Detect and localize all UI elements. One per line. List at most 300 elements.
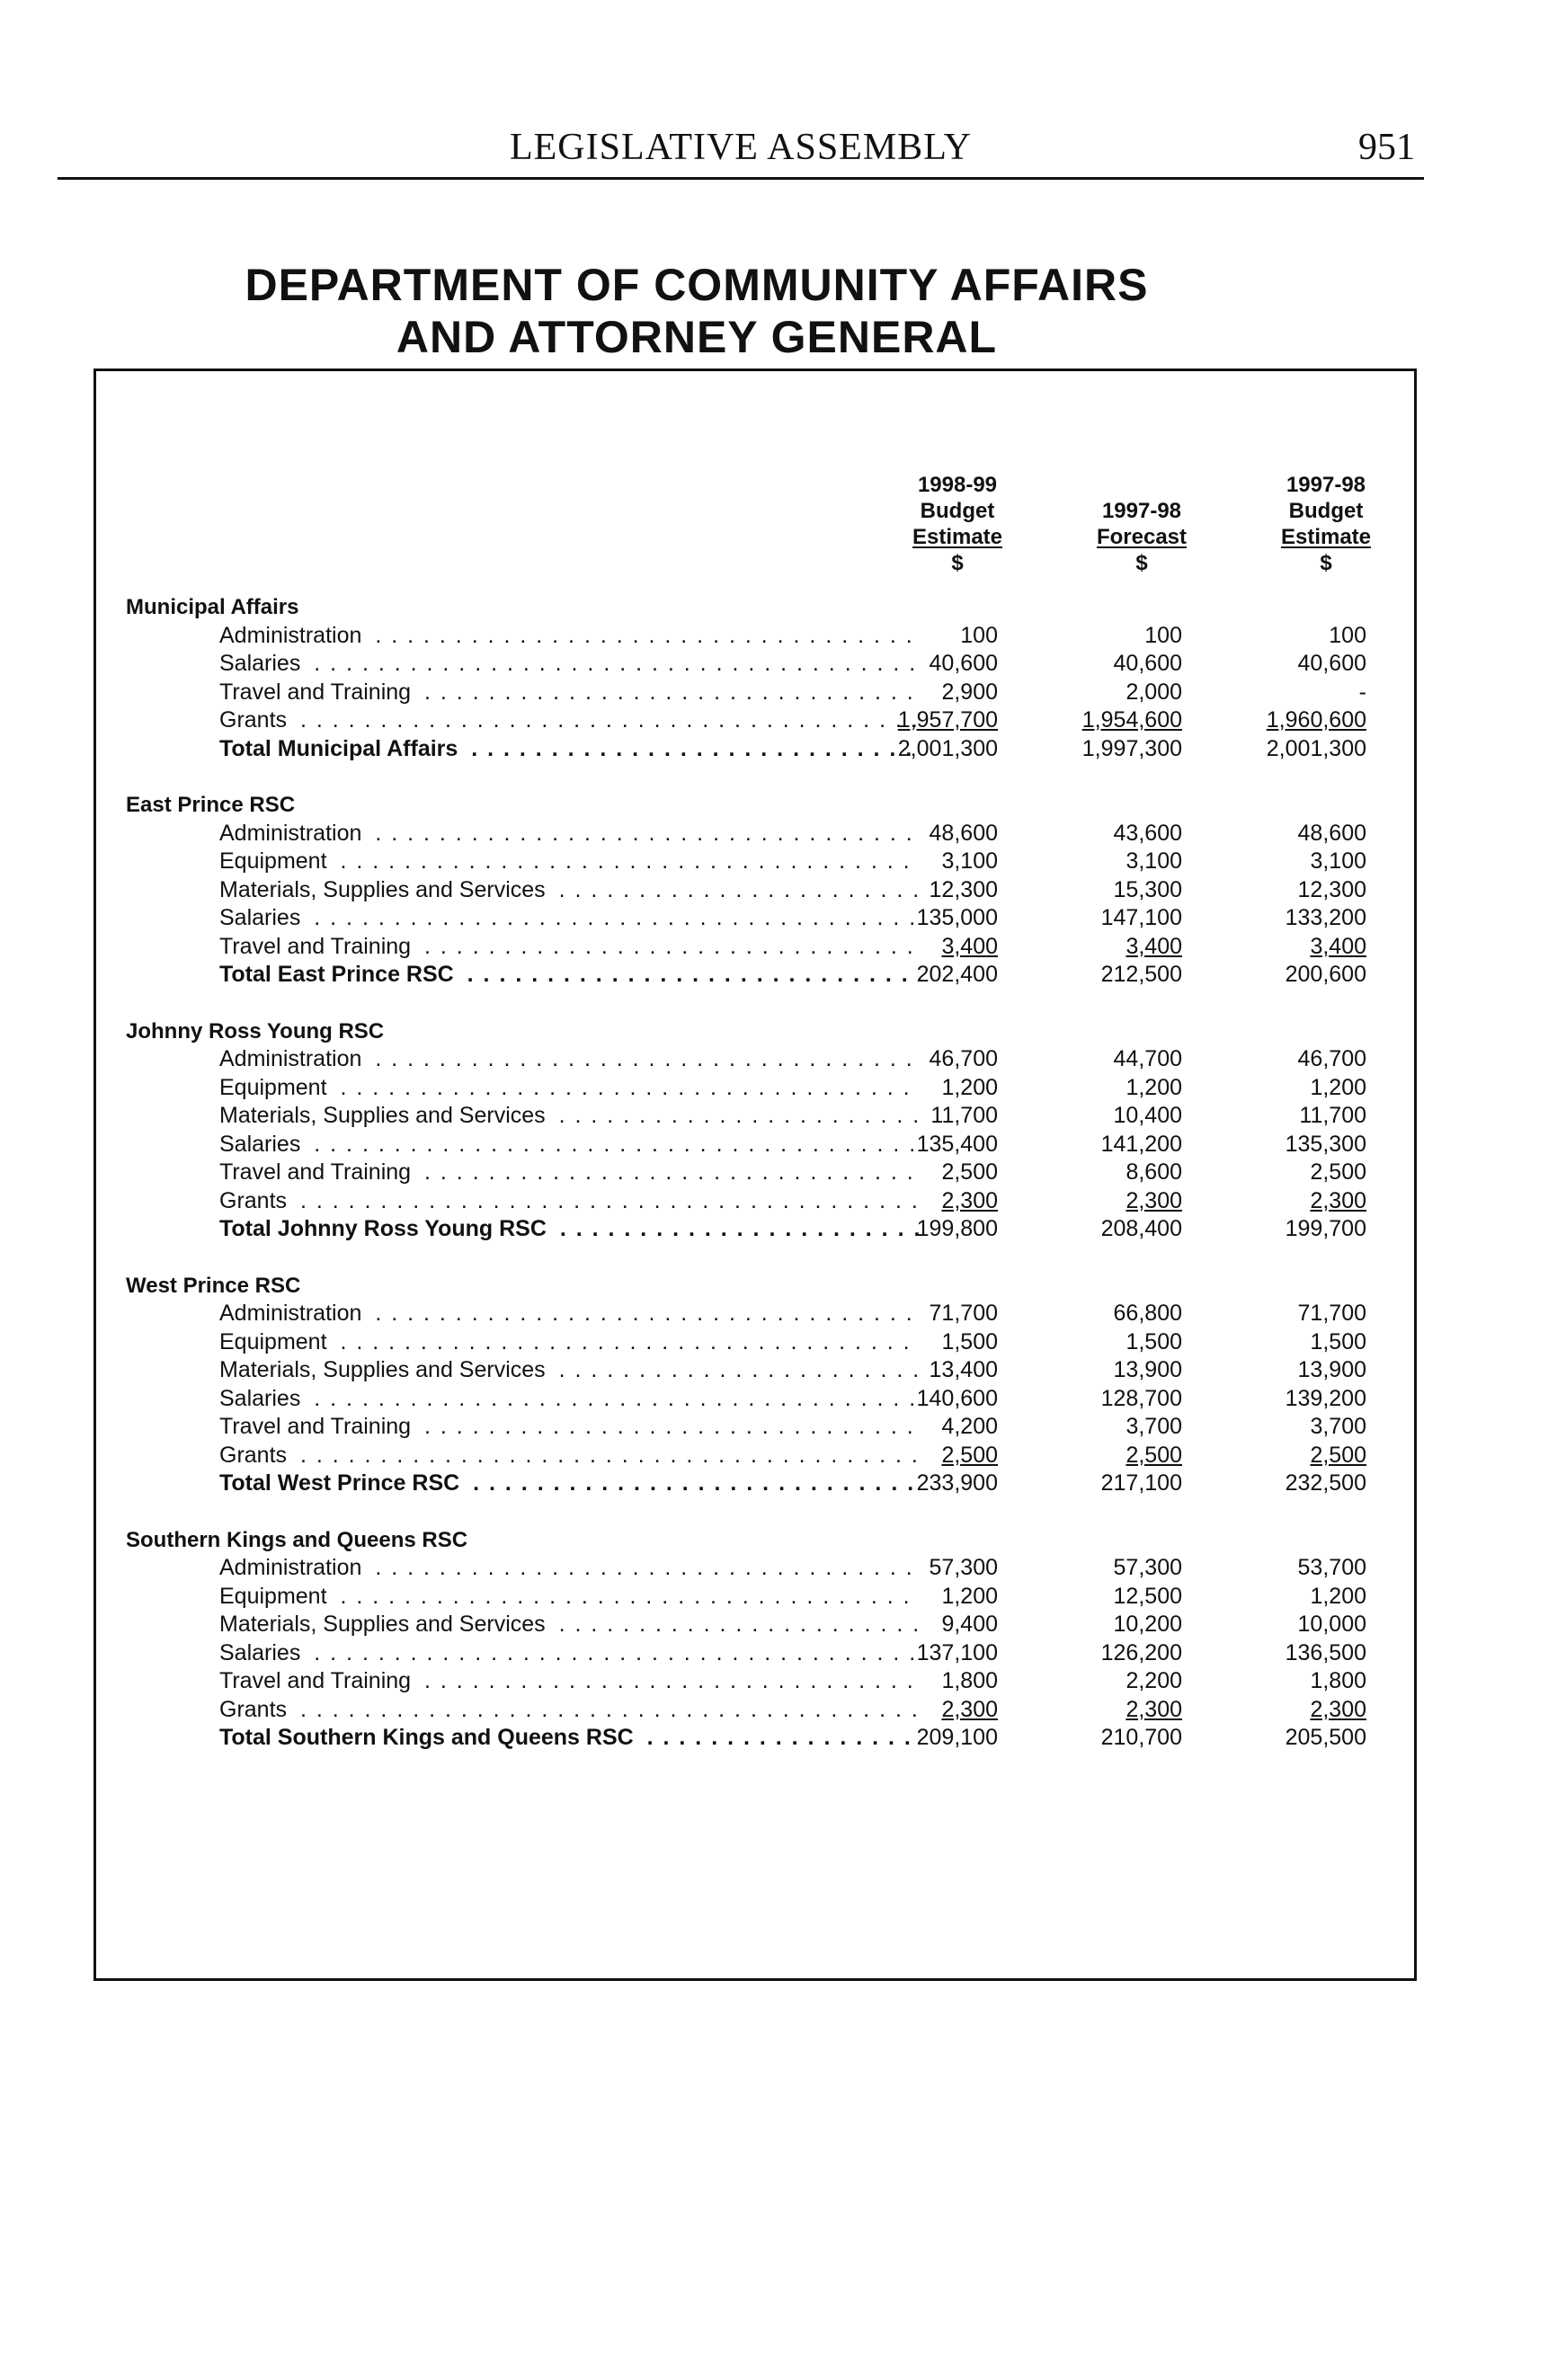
department-title-line1: DEPARTMENT OF COMMUNITY AFFAIRS <box>245 260 1149 310</box>
table-row <box>126 876 1384 905</box>
cell-value-col3 <box>1214 1583 1366 1612</box>
total-row <box>126 961 1384 990</box>
cell-value-col3 <box>1214 904 1366 933</box>
cell-value: 57,300 <box>929 1555 998 1580</box>
section-gap <box>126 763 1384 791</box>
row-label-leader <box>219 1696 921 1725</box>
table-row <box>126 1385 1384 1414</box>
cell-value-col3 <box>1214 1413 1366 1442</box>
cell-value: 40,600 <box>1113 651 1182 676</box>
cell-value-col1 <box>845 933 998 962</box>
row-label-leader <box>219 1554 921 1583</box>
cell-value-col2 <box>1029 1583 1182 1612</box>
cell-value: 208,400 <box>1100 1216 1182 1241</box>
row-label-leader <box>219 1074 921 1103</box>
row-label-leader <box>219 961 921 990</box>
cell-value-col2 <box>1029 820 1182 848</box>
cell-value-col3 <box>1214 1470 1366 1498</box>
cell-value: 10,200 <box>1113 1612 1182 1637</box>
cell-value: 199,800 <box>916 1216 998 1241</box>
table-row <box>126 622 1384 651</box>
cell-value: 147,100 <box>1100 905 1182 930</box>
cell-value-col1 <box>845 1131 998 1159</box>
row-label-leader <box>219 1413 921 1442</box>
row-label: Materials, Supplies and Services <box>219 1357 551 1382</box>
total-row <box>126 1215 1384 1244</box>
cell-value-col2 <box>1029 1724 1182 1753</box>
row-label: Administration <box>219 1555 367 1580</box>
cell-value-col3 <box>1214 961 1366 990</box>
cell-value-col3 <box>1214 820 1366 848</box>
cell-value: 212,500 <box>1100 962 1182 987</box>
cell-value: 46,700 <box>1297 1046 1366 1071</box>
cell-value: 100 <box>1329 622 1366 648</box>
cell-value: 139,200 <box>1285 1385 1366 1411</box>
cell-value: 1,960,600 <box>1266 707 1366 733</box>
row-label-leader <box>219 848 921 876</box>
cell-value: 13,400 <box>929 1357 998 1382</box>
department-title <box>135 259 1259 363</box>
cell-value: 3,100 <box>941 848 998 874</box>
cell-value: 3,400 <box>941 933 998 959</box>
total-row <box>126 1470 1384 1498</box>
row-label-leader <box>219 1611 921 1639</box>
cell-value: 11,700 <box>1299 1103 1366 1128</box>
row-label: Salaries <box>219 1132 306 1157</box>
cell-value-col2 <box>1029 1300 1182 1328</box>
cell-value-col3 <box>1214 1611 1366 1639</box>
cell-value: 1,997,300 <box>1081 735 1182 761</box>
cell-value: 46,700 <box>929 1046 998 1071</box>
budget-table <box>126 472 1384 1753</box>
cell-value-col2 <box>1029 1413 1182 1442</box>
cell-value: 2,500 <box>1125 1442 1182 1468</box>
cell-value-col2 <box>1029 1442 1182 1470</box>
cell-value: 40,600 <box>1297 651 1366 676</box>
cell-value: 205,500 <box>1285 1725 1366 1750</box>
row-label: Salaries <box>219 651 306 676</box>
row-label-leader <box>219 1300 921 1328</box>
cell-value-col3 <box>1214 1724 1366 1753</box>
cell-value: 2,500 <box>1310 1159 1366 1185</box>
running-head <box>58 126 1424 182</box>
cell-value-col1 <box>845 1413 998 1442</box>
cell-value: 210,700 <box>1100 1725 1182 1750</box>
row-label: Travel and Training <box>219 1668 416 1693</box>
cell-value: 2,300 <box>1125 1696 1182 1722</box>
row-label: Materials, Supplies and Services <box>219 877 551 902</box>
row-label-leader <box>219 1639 921 1668</box>
cell-value: 66,800 <box>1113 1301 1182 1326</box>
column-headers <box>126 472 1384 593</box>
cell-value: 202,400 <box>916 962 998 987</box>
cell-value-col1 <box>845 1356 998 1385</box>
table-row <box>126 820 1384 848</box>
cell-value-col1 <box>845 1667 998 1696</box>
cell-value-col2 <box>1029 1611 1182 1639</box>
cell-value-col3 <box>1214 876 1366 905</box>
row-label-leader <box>219 1328 921 1357</box>
row-label-leader <box>219 1667 921 1696</box>
table-row <box>126 848 1384 876</box>
cell-value: 2,300 <box>1310 1187 1366 1213</box>
cell-value: 1,954,600 <box>1081 707 1182 733</box>
department-title-line2: AND ATTORNEY GENERAL <box>396 312 998 362</box>
cell-value: 233,900 <box>916 1470 998 1496</box>
cell-value: 217,100 <box>1100 1470 1182 1496</box>
table-row <box>126 1131 1384 1159</box>
cell-value: 199,700 <box>1285 1216 1366 1241</box>
cell-value-col2 <box>1029 1554 1182 1583</box>
cell-value: 9,400 <box>941 1612 998 1637</box>
cell-value-col3 <box>1214 1215 1366 1244</box>
row-label: Grants <box>219 1188 292 1213</box>
cell-value: 2,000 <box>1125 679 1182 705</box>
cell-value-col3 <box>1214 1639 1366 1668</box>
cell-value: 40,600 <box>929 651 998 676</box>
cell-value: 15,300 <box>1113 876 1182 902</box>
cell-value: 2,500 <box>941 1442 998 1468</box>
cell-value: 13,900 <box>1113 1357 1182 1382</box>
cell-value-col1 <box>845 961 998 990</box>
column-header-1998-99-budget-estimate: 1998-99 Budget Estimate $ <box>912 473 1003 575</box>
cell-value: 232,500 <box>1285 1470 1366 1496</box>
row-label-leader <box>219 1045 921 1074</box>
cell-value: 100 <box>1144 622 1182 648</box>
row-label-leader <box>219 1187 921 1216</box>
cell-value-col1 <box>845 1385 998 1414</box>
cell-value: 137,100 <box>916 1639 998 1665</box>
cell-value-col3 <box>1214 1045 1366 1074</box>
section-southern-kings-and-queens-rsc <box>126 1526 1384 1753</box>
table-row <box>126 933 1384 962</box>
total-label: Total East Prince RSC <box>219 962 459 987</box>
cell-value-col1 <box>845 1583 998 1612</box>
table-row <box>126 706 1384 735</box>
cell-value-col1 <box>845 820 998 848</box>
table-row <box>126 1074 1384 1103</box>
total-label: Total Johnny Ross Young RSC <box>219 1216 552 1241</box>
cell-value-col2 <box>1029 933 1182 962</box>
row-label-leader <box>219 706 921 735</box>
row-label: Travel and Training <box>219 1414 416 1439</box>
row-label-leader <box>219 622 921 651</box>
section-east-prince-rsc <box>126 791 1384 990</box>
cell-value-col2 <box>1029 1696 1182 1725</box>
row-label-leader <box>219 904 921 933</box>
table-row <box>126 1667 1384 1696</box>
cell-value-col1 <box>845 904 998 933</box>
cell-value: 1,800 <box>941 1668 998 1693</box>
cell-value: 1,500 <box>941 1328 998 1354</box>
running-head-title: LEGISLATIVE ASSEMBLY <box>510 127 972 168</box>
cell-value-col2 <box>1029 904 1182 933</box>
cell-value: 1,800 <box>1310 1668 1366 1693</box>
cell-value: 133,200 <box>1285 905 1366 930</box>
cell-value-col2 <box>1029 1215 1182 1244</box>
cell-value-col3 <box>1214 735 1366 764</box>
cell-value: 2,300 <box>1310 1696 1366 1722</box>
cell-value-col2 <box>1029 735 1182 764</box>
cell-value: - <box>1358 679 1366 705</box>
section-municipal-affairs <box>126 593 1384 763</box>
table-row <box>126 679 1384 707</box>
cell-value-col3 <box>1214 1187 1366 1216</box>
cell-value: 4,200 <box>941 1414 998 1439</box>
row-label-leader <box>219 735 921 764</box>
cell-value-col3 <box>1214 1442 1366 1470</box>
row-label: Materials, Supplies and Services <box>219 1103 551 1128</box>
cell-value-col3 <box>1214 679 1366 707</box>
cell-value-col3 <box>1214 1667 1366 1696</box>
cell-value: 2,500 <box>1310 1442 1366 1468</box>
cell-value: 3,400 <box>1125 933 1182 959</box>
section-title: West Prince RSC <box>126 1273 301 1298</box>
table-row <box>126 1187 1384 1216</box>
row-label: Grants <box>219 707 292 733</box>
cell-value-col2 <box>1029 1385 1182 1414</box>
section-title: Southern Kings and Queens RSC <box>126 1527 468 1552</box>
total-label: Total Southern Kings and Queens RSC <box>219 1725 639 1750</box>
cell-value: 10,000 <box>1297 1612 1366 1637</box>
row-label-leader <box>219 820 921 848</box>
row-label: Salaries <box>219 1386 306 1411</box>
cell-value: 200,600 <box>1285 962 1366 987</box>
cell-value: 44,700 <box>1113 1046 1182 1071</box>
row-label-leader <box>219 1385 921 1414</box>
row-label-leader <box>219 1215 921 1244</box>
cell-value-col2 <box>1029 1074 1182 1103</box>
cell-value-col2 <box>1029 622 1182 651</box>
cell-value: 2,300 <box>941 1187 998 1213</box>
cell-value: 12,500 <box>1113 1583 1182 1609</box>
row-label: Administration <box>219 1046 367 1071</box>
cell-value: 2,500 <box>941 1159 998 1185</box>
row-label: Equipment <box>219 848 333 874</box>
cell-value-col1 <box>845 1300 998 1328</box>
table-row <box>126 1328 1384 1357</box>
column-header-1997-98-budget-estimate: 1997-98 Budget Estimate $ <box>1280 473 1372 575</box>
cell-value-col2 <box>1029 1356 1182 1385</box>
cell-value-col1 <box>845 1045 998 1074</box>
section-johnny-ross-young-rsc <box>126 1017 1384 1244</box>
row-label: Equipment <box>219 1584 333 1609</box>
row-label: Grants <box>219 1443 292 1468</box>
cell-value-col3 <box>1214 933 1366 962</box>
cell-value-col2 <box>1029 1187 1182 1216</box>
row-label: Grants <box>219 1697 292 1722</box>
cell-value: 1,200 <box>941 1583 998 1609</box>
cell-value-col1 <box>845 1074 998 1103</box>
row-label-leader <box>219 1159 921 1187</box>
row-label: Administration <box>219 821 367 846</box>
table-row <box>126 1583 1384 1612</box>
section-title: East Prince RSC <box>126 793 296 817</box>
table-row <box>126 1413 1384 1442</box>
cell-value: 3,100 <box>1125 848 1182 874</box>
row-label: Administration <box>219 1301 367 1326</box>
cell-value: 126,200 <box>1100 1639 1182 1665</box>
table-row <box>126 1639 1384 1668</box>
row-label-leader <box>219 679 921 707</box>
cell-value: 10,400 <box>1113 1103 1182 1128</box>
cell-value-col3 <box>1214 1356 1366 1385</box>
cell-value-col1 <box>845 1187 998 1216</box>
total-label: Total Municipal Affairs <box>219 736 463 761</box>
cell-value-col3 <box>1214 1131 1366 1159</box>
table-row <box>126 650 1384 679</box>
cell-value-col1 <box>845 876 998 905</box>
cell-value: 1,200 <box>1125 1074 1182 1100</box>
cell-value-col1 <box>845 1554 998 1583</box>
cell-value: 2,200 <box>1125 1668 1182 1693</box>
cell-value-col2 <box>1029 848 1182 876</box>
cell-value-col2 <box>1029 1470 1182 1498</box>
cell-value: 1,500 <box>1125 1328 1182 1354</box>
cell-value: 140,600 <box>916 1385 998 1411</box>
cell-value: 1,200 <box>1310 1583 1366 1609</box>
row-label: Salaries <box>219 1640 306 1665</box>
cell-value-col3 <box>1214 1102 1366 1131</box>
cell-value: 135,300 <box>1285 1131 1366 1157</box>
cell-value-col1 <box>845 1442 998 1470</box>
table-row <box>126 1611 1384 1639</box>
cell-value-col2 <box>1029 1639 1182 1668</box>
cell-value: 1,200 <box>941 1074 998 1100</box>
cell-value: 2,300 <box>1125 1187 1182 1213</box>
row-label-leader <box>219 1724 921 1753</box>
cell-value-col1 <box>845 1639 998 1668</box>
page-number: 951 <box>1358 127 1415 168</box>
cell-value-col3 <box>1214 1300 1366 1328</box>
row-label-leader <box>219 1131 921 1159</box>
cell-value: 136,500 <box>1285 1639 1366 1665</box>
row-label: Travel and Training <box>219 1159 416 1185</box>
cell-value-col2 <box>1029 706 1182 735</box>
cell-value-col1 <box>845 1328 998 1357</box>
row-label: Travel and Training <box>219 934 416 959</box>
row-label-leader <box>219 876 921 905</box>
total-row <box>126 1724 1384 1753</box>
cell-value-col1 <box>845 650 998 679</box>
cell-value-col3 <box>1214 1696 1366 1725</box>
section-gap <box>126 1498 1384 1526</box>
cell-value: 1,500 <box>1310 1328 1366 1354</box>
cell-value: 3,100 <box>1310 848 1366 874</box>
row-label-leader <box>219 1102 921 1131</box>
cell-value: 3,400 <box>1310 933 1366 959</box>
row-label: Equipment <box>219 1075 333 1100</box>
table-row <box>126 1554 1384 1583</box>
cell-value-col2 <box>1029 876 1182 905</box>
cell-value: 128,700 <box>1100 1385 1182 1411</box>
cell-value-col1 <box>845 706 998 735</box>
cell-value-col2 <box>1029 1328 1182 1357</box>
table-row <box>126 1102 1384 1131</box>
cell-value: 53,700 <box>1297 1555 1366 1580</box>
cell-value-col2 <box>1029 961 1182 990</box>
row-label-leader <box>219 1470 921 1498</box>
table-row <box>126 1696 1384 1725</box>
table-row <box>126 1356 1384 1385</box>
cell-value-col1 <box>845 1215 998 1244</box>
cell-value-col3 <box>1214 1074 1366 1103</box>
cell-value-col1 <box>845 1470 998 1498</box>
cell-value-col3 <box>1214 1385 1366 1414</box>
cell-value-col2 <box>1029 1667 1182 1696</box>
row-label: Equipment <box>219 1329 333 1354</box>
cell-value: 48,600 <box>1297 820 1366 846</box>
cell-value: 48,600 <box>929 820 998 846</box>
table-sections <box>126 593 1384 1753</box>
cell-value-col2 <box>1029 1045 1182 1074</box>
cell-value-col2 <box>1029 679 1182 707</box>
cell-value: 71,700 <box>1297 1301 1366 1326</box>
cell-value-col1 <box>845 679 998 707</box>
row-label: Salaries <box>219 905 306 930</box>
cell-value-col1 <box>845 1724 998 1753</box>
cell-value: 12,300 <box>929 876 998 902</box>
table-row <box>126 1300 1384 1328</box>
cell-value: 141,200 <box>1100 1131 1182 1157</box>
cell-value: 71,700 <box>929 1301 998 1326</box>
cell-value-col3 <box>1214 1328 1366 1357</box>
cell-value-col2 <box>1029 1131 1182 1159</box>
cell-value: 1,957,700 <box>897 707 998 733</box>
cell-value-col3 <box>1214 1159 1366 1187</box>
total-label: Total West Prince RSC <box>219 1470 465 1496</box>
table-row <box>126 1442 1384 1470</box>
cell-value-col3 <box>1214 650 1366 679</box>
table-row <box>126 1045 1384 1074</box>
row-label-leader <box>219 1442 921 1470</box>
cell-value: 3,700 <box>1125 1414 1182 1439</box>
row-label-leader <box>219 1583 921 1612</box>
cell-value: 3,700 <box>1310 1414 1366 1439</box>
cell-value-col1 <box>845 1159 998 1187</box>
cell-value: 100 <box>960 622 998 648</box>
cell-value-col3 <box>1214 706 1366 735</box>
cell-value: 209,100 <box>916 1725 998 1750</box>
total-row <box>126 735 1384 764</box>
section-gap <box>126 990 1384 1017</box>
cell-value: 2,300 <box>941 1696 998 1722</box>
header-rule <box>58 177 1424 180</box>
cell-value-col1 <box>845 1611 998 1639</box>
cell-value: 12,300 <box>1297 876 1366 902</box>
cell-value: 2,001,300 <box>1266 735 1366 761</box>
cell-value: 11,700 <box>930 1103 998 1128</box>
cell-value-col3 <box>1214 848 1366 876</box>
cell-value: 8,600 <box>1125 1159 1182 1185</box>
cell-value-col2 <box>1029 1159 1182 1187</box>
cell-value: 135,000 <box>916 905 998 930</box>
section-gap <box>126 1244 1384 1272</box>
row-label-leader <box>219 933 921 962</box>
cell-value: 1,200 <box>1310 1074 1366 1100</box>
cell-value-col3 <box>1214 1554 1366 1583</box>
row-label: Materials, Supplies and Services <box>219 1612 551 1637</box>
cell-value: 135,400 <box>916 1131 998 1157</box>
cell-value-col3 <box>1214 622 1366 651</box>
column-header-1997-98-forecast: 1997-98 Forecast $ <box>1096 499 1188 575</box>
cell-value: 57,300 <box>1113 1555 1182 1580</box>
section-title: Municipal Affairs <box>126 595 299 619</box>
cell-value: 43,600 <box>1113 820 1182 846</box>
cell-value-col1 <box>845 622 998 651</box>
row-label-leader <box>219 650 921 679</box>
cell-value-col2 <box>1029 1102 1182 1131</box>
